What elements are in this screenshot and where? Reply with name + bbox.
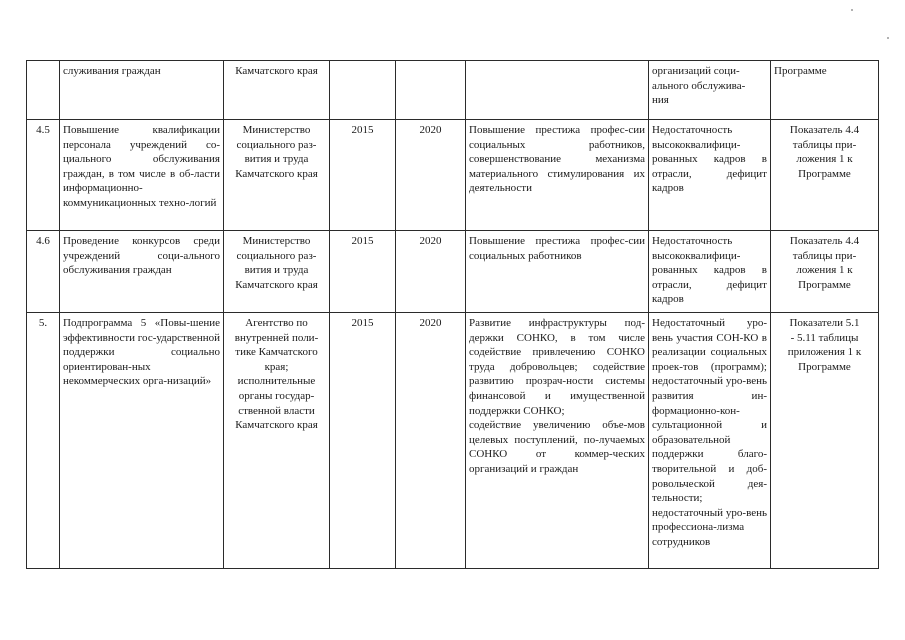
cell-line: Программе (798, 278, 851, 291)
cell-line: Камчатского края (235, 65, 318, 77)
cell-line: ложения 1 к (796, 153, 853, 166)
executor (224, 120, 330, 231)
consequences: Недостаточный уро-вень участия СОН-КО в реализации социальных проек-тов (программ); недостаточный уро-вень развития ин-формационно-кон-сультационной и образовательной поддержки благо-творительной и доб-ровольческой дея-тельности; недостаточный уро-вень профессиона-лизма сотрудников (649, 313, 771, 569)
cell-line: приложения 1 к (787, 346, 862, 359)
program-measures-table (26, 60, 879, 569)
row-number (27, 61, 60, 120)
end-year: 2020 (396, 231, 466, 313)
cell-line: вития и труда (244, 264, 309, 277)
cell-line: ложения 1 к (796, 264, 853, 277)
start-year: 2015 (330, 120, 396, 231)
cell-line: Программе (774, 65, 827, 77)
indicator-link (771, 231, 879, 313)
cell-line: Министерство (242, 124, 311, 136)
measure-name: Проведение конкурсов среди учреждений соци-ального обслуживания граждан (60, 231, 224, 313)
cell-line: Камчатского края (235, 167, 318, 180)
measure-name: служивания граждан (60, 61, 224, 120)
start-year: 2015 (330, 313, 396, 569)
end-year: 2020 (396, 120, 466, 231)
cell-line: Показатель 4.4 (789, 235, 860, 247)
consequences (649, 61, 771, 120)
indicator-link (771, 120, 879, 231)
cell-line: органы государ- (238, 389, 315, 402)
cell-line: Камчатского края (235, 419, 318, 432)
cell-line: - 5.11 таблицы (790, 331, 859, 344)
end-year (396, 61, 466, 120)
executor (224, 231, 330, 313)
table-row (27, 120, 879, 231)
scan-speck (887, 37, 889, 39)
consequences: Недостаточность высококвалифици-рованных кадров в отрасли, дефицит кадров (649, 231, 771, 313)
executor (224, 313, 330, 569)
end-year: 2020 (396, 313, 466, 569)
cell-line: социального раз- (236, 249, 317, 262)
cell-line: края; (264, 360, 289, 373)
cell-line: исполнительные (237, 375, 316, 388)
cell-line: Камчатского края (235, 278, 318, 291)
cell-line: тике Камчатского (235, 346, 318, 359)
expected-result: Повышение престижа профес-сии социальных работников, совершенствование механизма материального стимулирования их деятельности (466, 120, 649, 231)
cell-line: внутренней поли- (234, 331, 319, 344)
start-year: 2015 (330, 231, 396, 313)
consequences: Недостаточность высококвалифици-рованных кадров в отрасли, дефицит кадров (649, 120, 771, 231)
table-row (27, 231, 879, 313)
cell-line: таблицы при- (792, 249, 857, 262)
row-number: 4.5 (27, 120, 60, 231)
measure-name: Повышение квалификации персонала учреждений со-циального обслуживания граждан, в том числе в об-ласти информационно-коммуникационных техно-логий (60, 120, 224, 231)
indicator-link (771, 61, 879, 120)
cell-line: таблицы при- (792, 138, 857, 151)
cell-line: Показатель 4.4 (789, 124, 860, 136)
executor (224, 61, 330, 120)
cell-line: ственной власти (238, 404, 315, 417)
row-number: 5. (27, 313, 60, 569)
cell-line: организаций соци- (652, 65, 740, 77)
table-row (27, 61, 879, 120)
measure-name: Подпрограмма 5 «Повы-шение эффективности гос-ударственной поддержки социально ориентирован-ных некоммерческих орга-низаций» (60, 313, 224, 569)
expected-result (466, 61, 649, 120)
table-row (27, 313, 879, 569)
cell-line: ального обслужива- (652, 79, 746, 92)
expected-result: Повышение престижа профес-сии социальных работников (466, 231, 649, 313)
indicator-link (771, 313, 879, 569)
row-number: 4.6 (27, 231, 60, 313)
cell-line: ния (652, 94, 669, 107)
cell-line: содействие увеличению объе-мов целевых поступлений, по-лучаемых СОНКО от коммер-ческих организаций и граждан (469, 419, 645, 475)
start-year (330, 61, 396, 120)
cell-line: Агентство по (245, 317, 308, 329)
cell-line: социального раз- (236, 138, 317, 151)
cell-line: Показатели 5.1 (789, 317, 860, 329)
cell-line: Программе (798, 360, 851, 373)
expected-result (466, 313, 649, 569)
cell-line: Развитие инфраструктуры под-держки СОНКО, в том числе содействие привлечению СОНКО труда добровольцев; содействие развитию прозрач-ности системы финансовой и имущественной поддержки СОНКО; (469, 317, 645, 417)
cell-line: вития и труда (244, 153, 309, 166)
scan-speck (851, 9, 853, 11)
cell-line: Программе (798, 167, 851, 180)
cell-line: Министерство (242, 235, 311, 247)
